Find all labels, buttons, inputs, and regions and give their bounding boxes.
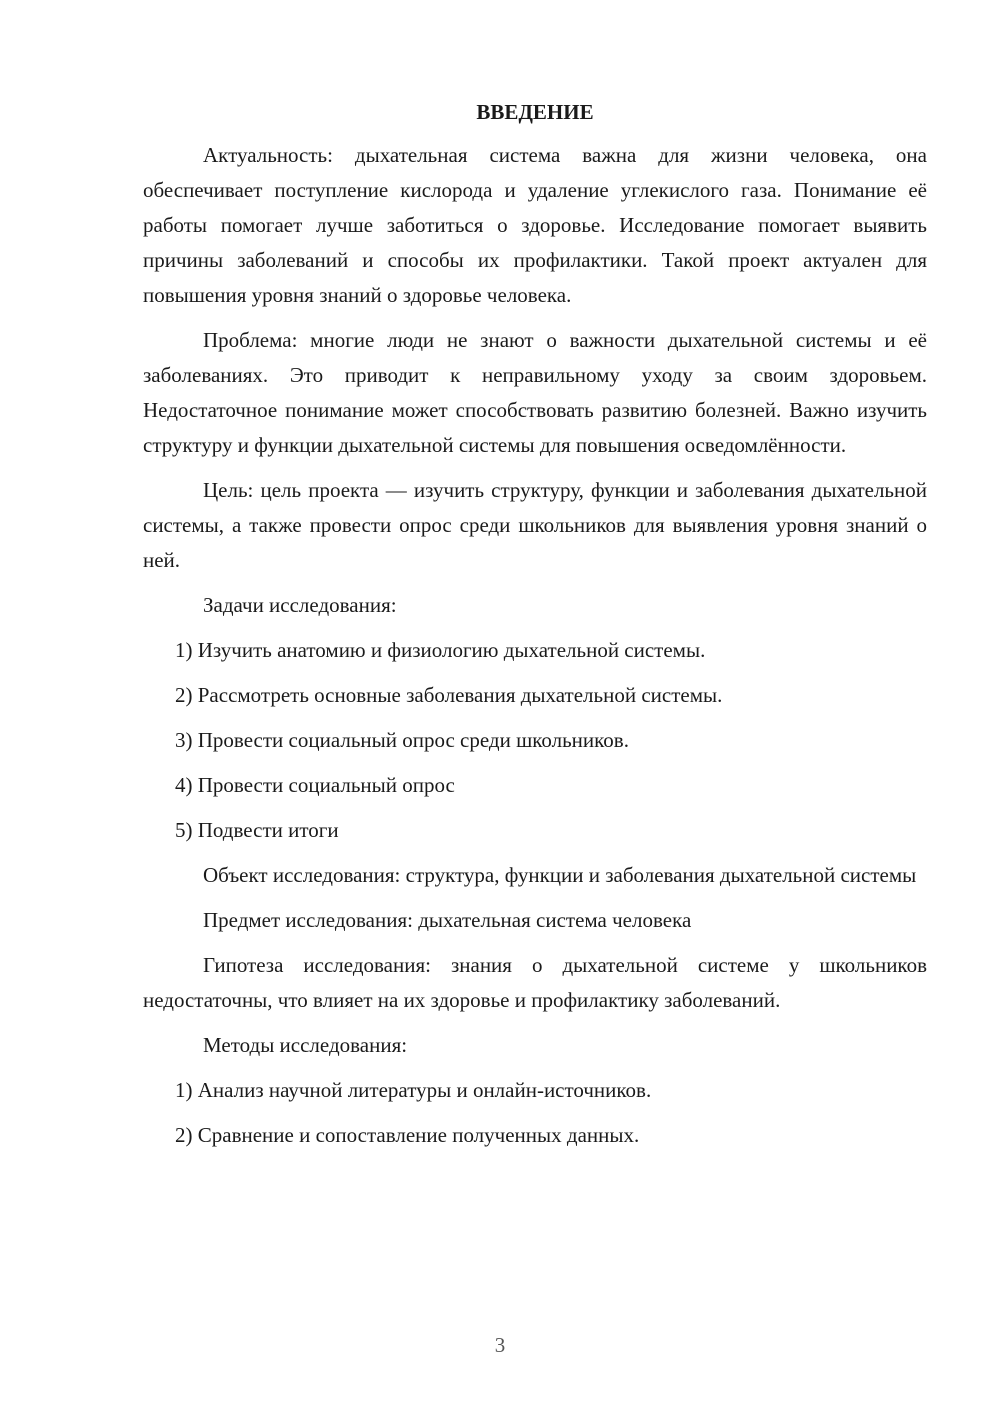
page-number: 3 [494,1333,506,1357]
task-item: 1) Изучить анатомию и физиологию дыхательной системы. [175,638,706,662]
subject-paragraph: Предмет исследования: дыхательная система человека [203,908,692,932]
tasks-heading: Задачи исследования: [203,593,397,617]
method-item: 1) Анализ научной литературы и онлайн-источников. [175,1078,652,1102]
object-paragraph: Объект исследования: структура, функции и заболевания дыхательной системы [203,863,917,887]
section-title: ВВЕДЕНИЕ [476,100,594,124]
goal-paragraph: Цель: цель проекта — изучить структуру, функции и заболевания дыхательной системы, а также провести опрос среди школьников для выявления уровня знаний о ней. [143,478,927,572]
task-item: 4) Провести социальный опрос [175,773,455,797]
document-page [143,97,927,1163]
relevance-paragraph: Актуальность: дыхательная система важна для жизни человека, она обеспечивает поступление кислорода и удаление углекислого газа. Понимание её работы помогает лучше заботиться о здоровье. Исследование помогает выявить причины заболеваний и способы их профилактики. Такой проект актуален для повышения уровня знаний о здоровье человека. [143,143,927,307]
task-item: 3) Провести социальный опрос среди школьников. [175,728,629,752]
method-item: 2) Сравнение и сопоставление полученных данных. [175,1123,640,1147]
task-item: 5) Подвести итоги [175,818,339,842]
task-item: 2) Рассмотреть основные заболевания дыхательной системы. [175,683,723,707]
hypothesis-paragraph: Гипотеза исследования: знания о дыхательной системе у школьников недостаточны, что влияет на их здоровье и профилактику заболеваний. [143,953,927,1012]
methods-heading: Методы исследования: [203,1033,408,1057]
problem-paragraph: Проблема: многие люди не знают о важности дыхательной системы и её заболеваниях. Это приводит к неправильному уходу за своим здоровьем. Недостаточное понимание может способствовать развитию болезней. Важно изучить структуру и функции дыхательной системы для повышения осведомлённости. [143,328,927,457]
